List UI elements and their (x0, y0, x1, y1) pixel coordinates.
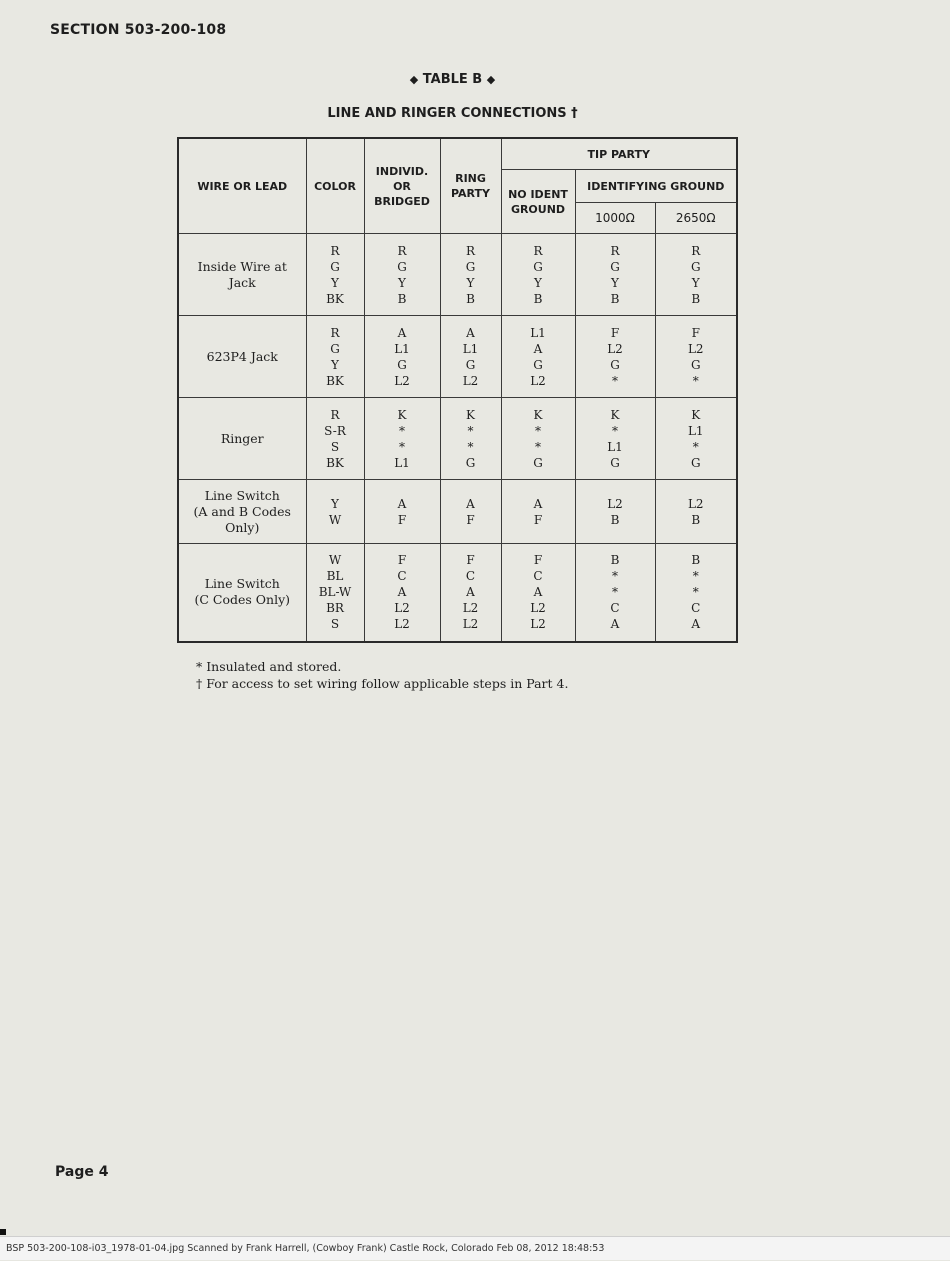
cell-value: G (610, 455, 620, 470)
cell-value: * (612, 585, 618, 600)
cell-value: K (691, 407, 701, 422)
table-row (178, 398, 737, 480)
section-header: SECTION 503-200-108 (50, 22, 227, 38)
cell-value: L2 (394, 373, 410, 388)
cell-value: A (397, 585, 407, 600)
cell-value: L2 (530, 617, 546, 632)
row-noident-cell (501, 480, 575, 544)
cell-value: L2 (687, 496, 704, 511)
header-identifying-ground: IDENTIFYING GROUND (575, 170, 737, 203)
cell-value: A (397, 496, 407, 511)
cell-value: BK (326, 455, 344, 470)
cell-value: C (533, 569, 543, 584)
cell-value: B (533, 291, 543, 306)
scan-marker (0, 1229, 6, 1235)
cell-value: * (467, 423, 474, 438)
cell-value: Y (691, 275, 700, 290)
header-wire-or-lead: WIRE OR LEAD (178, 138, 306, 234)
cell-value: * (692, 439, 699, 454)
cell-value: A (533, 496, 543, 511)
cell-value: G (330, 341, 340, 356)
table-row (178, 544, 737, 642)
cell-value: C (610, 601, 620, 616)
cell-value: * (535, 423, 541, 438)
cell-value: BL-W (318, 585, 352, 600)
cell-value: L1 (462, 341, 479, 356)
header-individ-line: OR (393, 179, 411, 193)
header-ring-party-line: RING (455, 172, 486, 185)
cell-value: F (533, 512, 543, 527)
cell-value: F (397, 512, 407, 527)
cell-value: A (610, 617, 620, 632)
cell-value: * (692, 569, 699, 584)
table-body (178, 234, 737, 642)
row-ring-cell (440, 234, 501, 316)
cell-value: * (692, 373, 699, 388)
cell-value: K (466, 407, 475, 422)
cell-value: G (610, 357, 620, 372)
cell-value: BL (326, 569, 344, 584)
row-individ-cell (364, 316, 440, 398)
cell-value: G (690, 357, 701, 372)
header-tip-party: TIP PARTY (501, 138, 737, 170)
cell-value: R (465, 243, 476, 258)
cell-value: R (330, 243, 340, 258)
table-notes (196, 658, 568, 692)
cell-value: L1 (687, 423, 704, 438)
cell-value: B (610, 291, 620, 306)
row-ring-cell (440, 398, 501, 480)
cell-value: Y (398, 275, 406, 290)
cell-value: R (533, 243, 543, 258)
diamond-left-icon: ◆ (409, 73, 419, 86)
cell-value: 623P4 Jack (206, 348, 278, 364)
cell-value: A (466, 496, 475, 511)
row-ring-cell (440, 544, 501, 642)
cell-value: * (467, 439, 474, 454)
header-color: COLOR (306, 138, 364, 234)
cell-value: L2 (530, 373, 546, 388)
header-1000-ohm: 1000Ω (575, 203, 655, 234)
row-individ-cell (364, 544, 440, 642)
cell-value: Y (331, 357, 339, 372)
row-label-cell (178, 316, 306, 398)
page-number: Page 4 (55, 1164, 109, 1180)
cell-value: G (533, 259, 543, 274)
cell-value: G (330, 259, 340, 274)
cell-value: Y (466, 275, 475, 290)
row-label-cell (178, 398, 306, 480)
cell-value: C (465, 569, 476, 584)
cell-value: G (690, 259, 701, 274)
cell-value: L2 (607, 496, 623, 511)
cell-value: L1 (394, 341, 410, 356)
cell-value: R (397, 243, 407, 258)
cell-value: L1 (530, 325, 546, 340)
cell-value: Ringer (220, 430, 264, 446)
row-ig1000-cell (575, 398, 655, 480)
cell-value: * (399, 439, 405, 454)
row-color-cell (306, 316, 364, 398)
cell-value: G (465, 357, 476, 372)
cell-value: K (397, 407, 407, 422)
cell-value: * (612, 373, 618, 388)
cell-value: (A and B Codes (193, 503, 291, 519)
cell-value: G (465, 259, 476, 274)
cell-value: * (692, 585, 699, 600)
cell-value: K (533, 407, 543, 422)
row-color-cell (306, 234, 364, 316)
row-ig1000-cell (575, 480, 655, 544)
cell-value: S (330, 439, 340, 454)
table-row (178, 480, 737, 544)
cell-value: Inside Wire at (197, 258, 287, 274)
row-color-cell (306, 398, 364, 480)
table-title-text: TABLE B (422, 72, 483, 87)
cell-value: A (466, 585, 475, 600)
header-ring-party (440, 138, 501, 234)
cell-value: B (466, 291, 475, 306)
cell-value: F (610, 325, 620, 340)
cell-value: Y (611, 275, 619, 290)
cell-value: G (465, 455, 476, 470)
cell-value: Jack (228, 274, 256, 290)
row-noident-cell (501, 316, 575, 398)
header-individ-line: INDIVID. (375, 164, 429, 178)
cell-value: Only) (225, 519, 260, 535)
note-insulated: * Insulated and stored. (196, 659, 342, 674)
row-color-cell (306, 544, 364, 642)
row-ig1000-cell (575, 316, 655, 398)
cell-value: B (691, 512, 701, 527)
connections-table (177, 137, 738, 643)
header-no-ident-ground (501, 170, 575, 234)
header-2650-ohm: 2650Ω (655, 203, 737, 234)
cell-value: Y (331, 275, 339, 290)
cell-value: * (612, 569, 618, 584)
row-label-cell (178, 234, 306, 316)
cell-value: W (328, 512, 342, 527)
table-subtitle: LINE AND RINGER CONNECTIONS † (327, 106, 578, 121)
cell-value: B (691, 553, 701, 568)
cell-value: B (610, 553, 620, 568)
cell-value: G (397, 259, 407, 274)
table-title (0, 72, 905, 87)
row-ig2650-cell (655, 316, 737, 398)
cell-value: L2 (607, 341, 623, 356)
cell-value: F (397, 553, 407, 568)
row-individ-cell (364, 480, 440, 544)
cell-value: F (691, 325, 700, 340)
cell-value: C (397, 569, 407, 584)
header-individ (364, 138, 440, 234)
cell-value: R (691, 243, 701, 258)
cell-value: F (533, 553, 543, 568)
cell-value: G (610, 259, 620, 274)
cell-value: B (397, 291, 407, 306)
cell-value: * (612, 423, 618, 438)
note-access: † For access to set wiring follow applicable steps in Part 4. (196, 676, 569, 691)
row-color-cell (306, 480, 364, 544)
cell-value: (C Codes Only) (194, 592, 291, 608)
cell-value: G (690, 455, 701, 470)
row-label-cell (178, 544, 306, 642)
cell-value: L1 (607, 439, 623, 454)
cell-value: A (691, 617, 701, 632)
cell-value: Line Switch (204, 576, 280, 592)
cell-value: Line Switch (204, 487, 280, 503)
cell-value: BR (326, 601, 344, 616)
row-noident-cell (501, 544, 575, 642)
cell-value: Y (534, 275, 542, 290)
cell-value: S (330, 617, 340, 632)
row-ig2650-cell (655, 234, 737, 316)
cell-value: G (533, 357, 543, 372)
row-individ-cell (364, 398, 440, 480)
cell-value: * (535, 439, 541, 454)
row-ig2650-cell (655, 544, 737, 642)
row-ig2650-cell (655, 398, 737, 480)
cell-value: L2 (462, 601, 479, 616)
table-row (178, 316, 737, 398)
cell-value: R (330, 325, 340, 340)
table-row (178, 234, 737, 316)
cell-value: S-R (324, 423, 346, 438)
cell-value: * (399, 423, 405, 438)
cell-value: B (610, 512, 620, 527)
diamond-right-icon: ◆ (486, 73, 496, 86)
header-individ-line: BRIDGED (374, 194, 430, 208)
cell-value: R (330, 407, 340, 422)
cell-value: L2 (394, 617, 410, 632)
row-noident-cell (501, 398, 575, 480)
cell-value: L2 (530, 601, 546, 616)
cell-value: A (466, 325, 475, 340)
cell-value: L1 (394, 455, 410, 470)
cell-value: BK (326, 373, 344, 388)
row-ig2650-cell (655, 480, 737, 544)
cell-value: K (610, 407, 620, 422)
cell-value: G (533, 455, 543, 470)
row-ring-cell (440, 480, 501, 544)
cell-value: A (397, 325, 407, 340)
header-no-ident-line: NO IDENT (508, 187, 568, 201)
row-individ-cell (364, 234, 440, 316)
cell-value: L2 (462, 617, 479, 632)
cell-value: BK (326, 291, 344, 306)
cell-value: L2 (462, 373, 479, 388)
cell-value: C (691, 601, 701, 616)
cell-value: B (691, 291, 701, 306)
cell-value: W (328, 553, 342, 568)
row-noident-cell (501, 234, 575, 316)
row-ig1000-cell (575, 544, 655, 642)
cell-value: F (466, 553, 475, 568)
row-ring-cell (440, 316, 501, 398)
cell-value: F (466, 512, 475, 527)
cell-value: A (533, 341, 543, 356)
cell-value: L2 (687, 341, 704, 356)
cell-value: L2 (394, 601, 410, 616)
cell-value: R (610, 243, 620, 258)
cell-value: A (533, 585, 543, 600)
header-no-ident-line: GROUND (510, 202, 566, 216)
cell-value: Y (331, 496, 339, 511)
row-ig1000-cell (575, 234, 655, 316)
cell-value: G (397, 357, 407, 372)
header-ring-party-line: PARTY (450, 187, 490, 200)
row-label-cell (178, 480, 306, 544)
scan-info-bar: BSP 503-200-108-i03_1978-01-04.jpg Scanned by Frank Harrell, (Cowboy Frank) Castle Rock, Colorado Feb 08, 2012 18:48:53 (0, 1236, 950, 1260)
